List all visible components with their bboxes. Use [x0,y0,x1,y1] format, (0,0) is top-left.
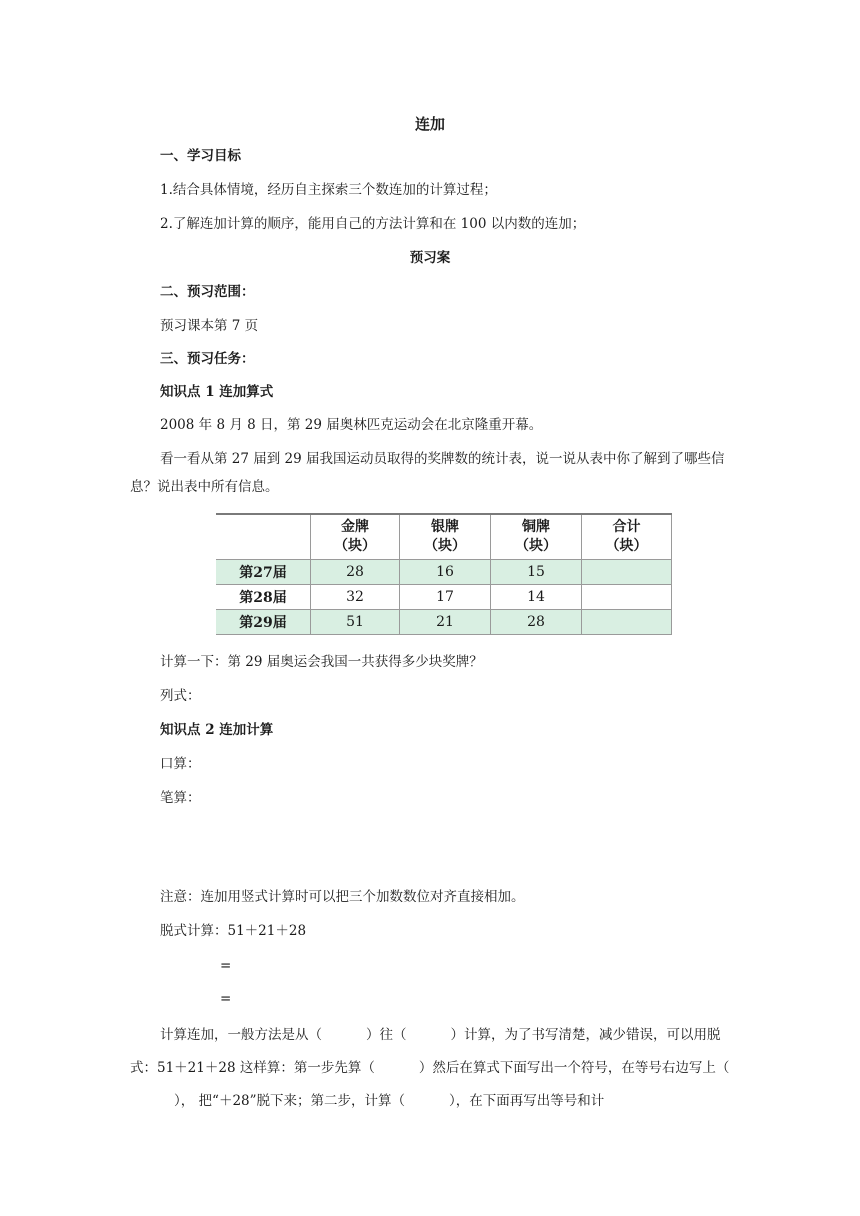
fill-text-4: ）然后在算式下面写出一个符号，在等号右边写上（ [418,1060,730,1076]
section1-heading: 一、学习目标 [160,148,241,164]
table-row [216,610,672,635]
table-header-corner [216,514,311,560]
fill-text-2: ）往（ [366,1027,407,1043]
kp2-equals-2: = [220,991,232,1007]
table-header-total [582,514,672,560]
table-header-silver [400,514,491,560]
kp2-note: 注意：连加用竖式计算时可以把三个加数数位对齐直接相加。 [160,889,525,905]
kp1-question: 看一看从第 27 届到 29 届我国运动员取得的奖牌数的统计表，说一说从表中你了解到了哪些信息？说出表中所有信息。 [130,451,725,495]
objective-item-2: 2.了解连加计算的顺序，能用自己的方法计算和在 100 以内数的连加； [160,216,586,232]
table-row [216,585,672,610]
kp2-fill-paragraph [130,1019,730,1118]
fill-text-5: ）， 把“＋28”脱下来；第二步，计算（ [174,1093,406,1109]
objective-item-1: 1.结合具体情境，经历自主探索三个数连加的计算过程； [160,182,497,198]
cell-total [582,560,672,585]
header-bronze-unit: （块） [515,538,557,554]
cell-gold: 32 [311,585,400,610]
row-label: 第29届 [216,610,311,635]
cell-silver: 17 [400,585,491,610]
table-header-bronze [491,514,582,560]
cell-silver: 16 [400,560,491,585]
section2-heading: 二、预习范围： [160,284,255,300]
header-bronze-label: 铜牌 [522,519,550,535]
table-header-gold [311,514,400,560]
header-silver-unit: （块） [424,538,466,554]
kp1-intro: 2008 年 8 月 8 日，第 29 届奥林匹克运动会在北京隆重开幕。 [160,417,543,433]
table-row [216,560,672,585]
cell-silver: 21 [400,610,491,635]
cell-gold: 51 [311,610,400,635]
kp2-written-label: 笔算： [160,790,201,806]
medal-statistics-table [216,513,672,635]
cell-total [582,610,672,635]
row-label: 第27届 [216,560,311,585]
kp2-oral-label: 口算： [160,756,201,772]
fill-text-3: ）计算，为了书写清楚，减少错误，可以用脱式：51＋21＋28 这样算：第一步先算（ [130,1027,721,1076]
kp2-step-label: 脱式计算：51＋21＋28 [160,923,307,939]
header-gold-unit: （块） [334,538,376,554]
header-silver-label: 银牌 [431,519,459,535]
cell-bronze: 14 [491,585,582,610]
kp1-formula-label: 列式： [160,688,201,704]
kp2-equals-1: = [220,958,232,974]
fill-text-6: ），在下面再写出等号和计 [449,1093,605,1109]
cell-bronze: 28 [491,610,582,635]
table-header-row [216,514,672,560]
cell-total [582,585,672,610]
header-total-label: 合计 [612,519,641,535]
cell-bronze: 15 [491,560,582,585]
kp1-title: 知识点 1 连加算式 [160,384,274,400]
section2-text: 预习课本第 7 页 [160,318,259,334]
header-total-unit: （块） [605,538,648,554]
row-label: 第28届 [216,585,311,610]
preview-subtitle: 预习案 [409,250,451,266]
kp2-title: 知识点 2 连加计算 [160,722,274,738]
fill-text-1: 计算连加，一般方法是从（ [160,1027,322,1043]
kp1-calc-question: 计算一下：第 29 届奥运会我国一共获得多少块奖牌？ [160,654,483,670]
cell-gold: 28 [311,560,400,585]
header-gold-label: 金牌 [341,519,369,535]
page-title: 连加 [414,115,445,133]
section3-heading: 三、预习任务： [160,351,255,367]
